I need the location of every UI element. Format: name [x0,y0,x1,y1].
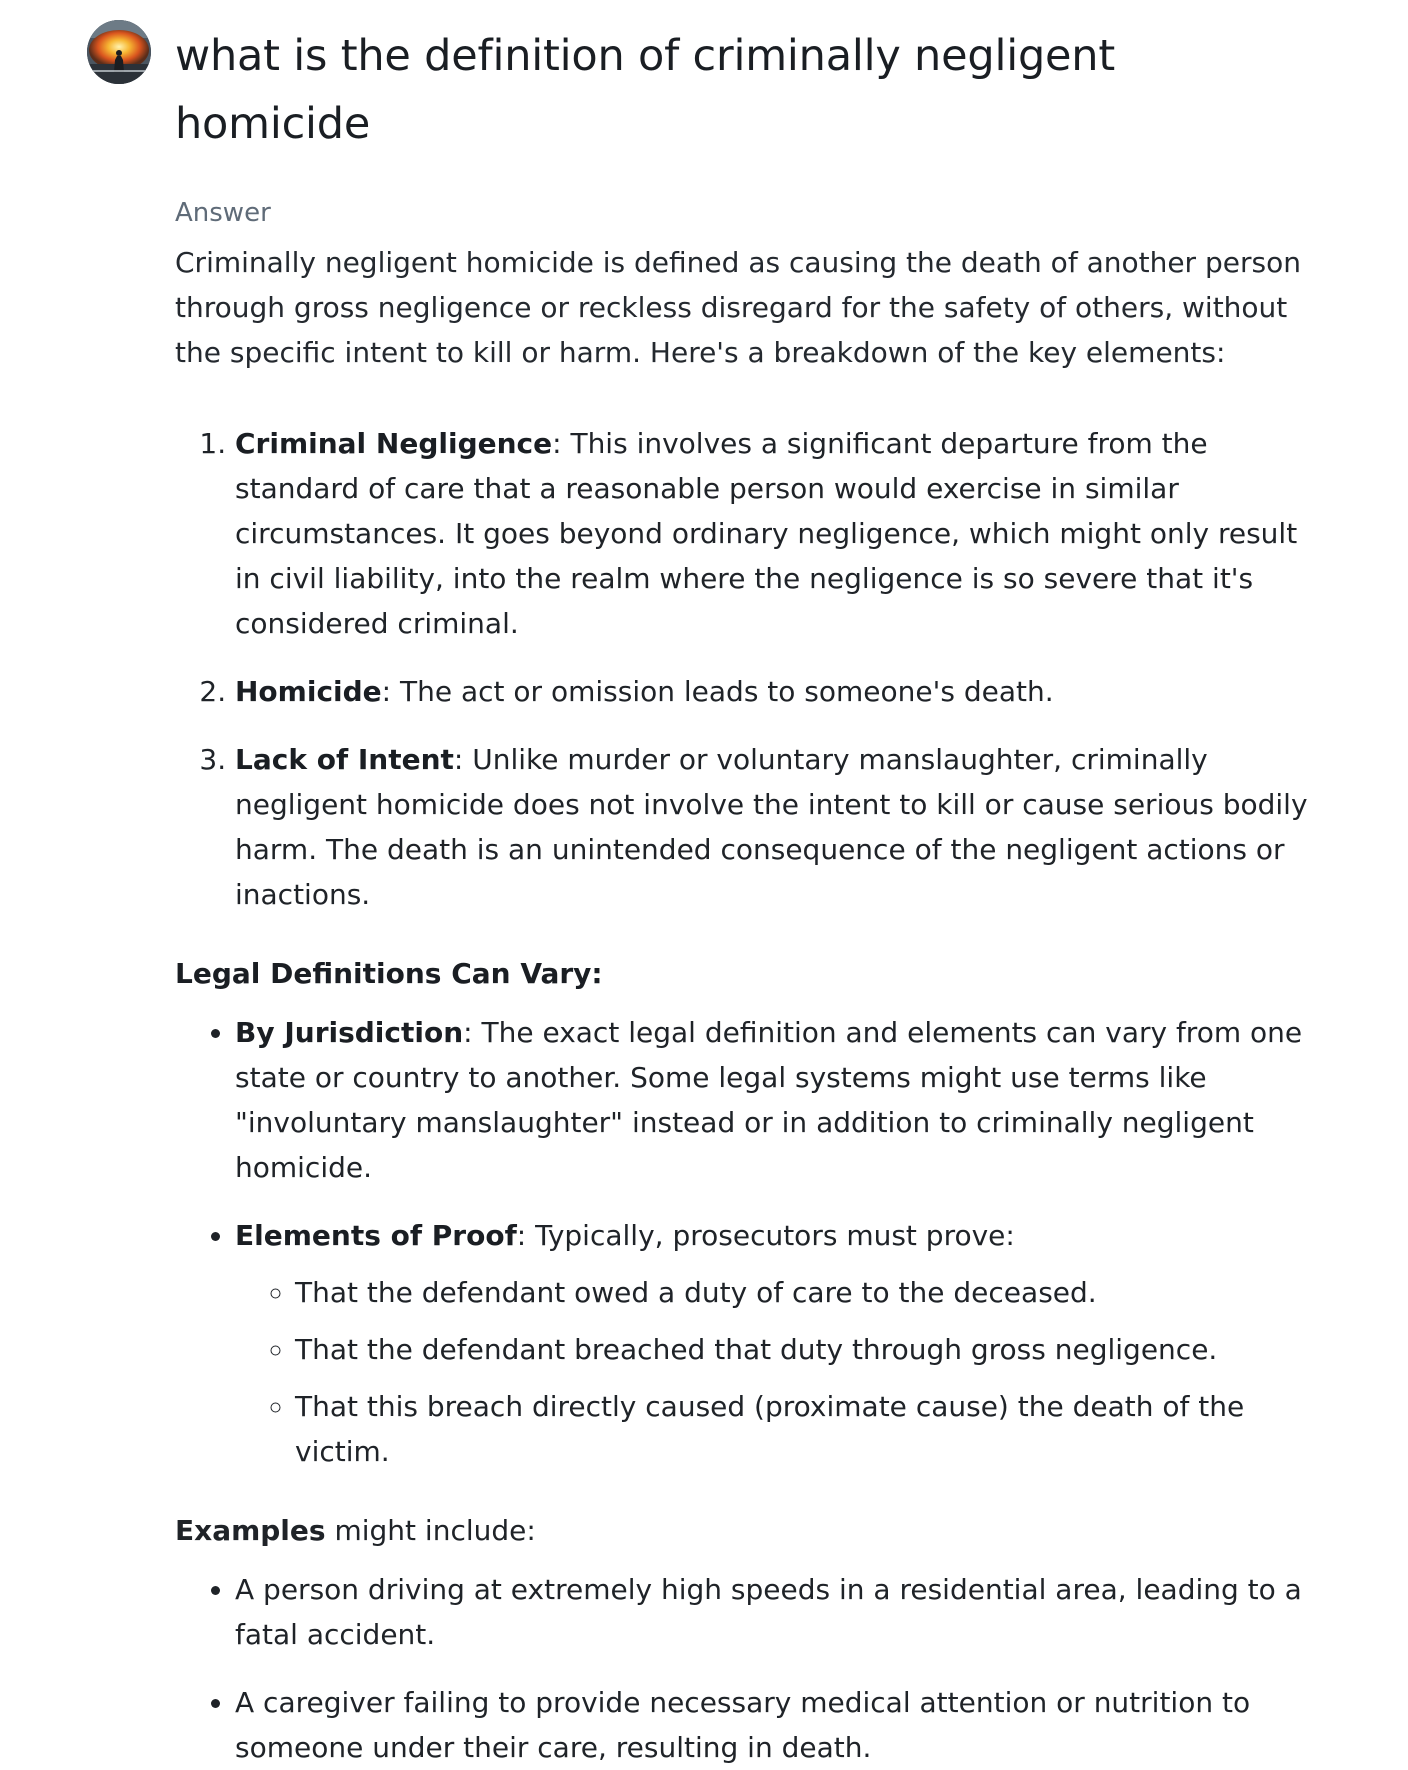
avatar[interactable] [87,20,151,84]
list-item: ◦ That this breach directly caused (proximate cause) the death of the victim. [295,1384,1310,1474]
question-title: what is the definition of criminally negligent homicide [175,31,1116,149]
legal-text: : Typically, prosecutors must prove: [516,1219,1015,1252]
list-item: • A caregiver failing to provide necessary medical attention or nutrition to someone under their care, resulting in death. [235,1680,1310,1770]
legal-term: Elements of Proof [235,1219,517,1252]
answer-intro: Criminally negligent homicide is defined as causing the death of another person through gross negligence or reckless disregard for the safety of others, without the specific intent to kill or harm. Here's a breakdown of the key elements: [175,246,1301,369]
list-item: ◦ That the defendant owed a duty of care to the deceased. [295,1270,1310,1315]
conversation-content [175,22,1310,1770]
examples-rest: might include: [325,1514,536,1547]
list-item [235,1213,1310,1474]
list-item: ◦ That the defendant breached that duty through gross negligence. [295,1327,1310,1372]
avatar-image [87,20,151,84]
legal-term: By Jurisdiction [235,1016,464,1049]
element-text: : This involves a significant departure from the standard of care that a reasonable person would exercise in similar circumstances. It goes beyond ordinary negligence, which might only result in civil liability, into the realm where the negligence is so severe that it's considered criminal. [235,427,1298,640]
element-term: Lack of Intent [235,743,454,776]
answer-label: Answer [175,198,271,228]
element-text: : The act or omission leads to someone's death. [381,675,1054,708]
list-item [235,1010,1310,1190]
element-term: Homicide [235,675,382,708]
list-item [235,669,1310,714]
list-item: • A person driving at extremely high speeds in a residential area, leading to a fatal accident. [235,1567,1310,1657]
examples-list [175,1567,1310,1770]
legal-text: : The exact legal definition and elements can vary from one state or country to another. Some legal systems might use terms like "involuntary manslaughter" instead or in addition to criminally negligent homicide. [235,1016,1303,1184]
examples-term: Examples [175,1514,326,1547]
proof-elements-list [235,1270,1310,1474]
legal-definitions-list [175,1010,1310,1474]
key-elements-list [175,421,1310,917]
legal-definitions-heading: Legal Definitions Can Vary: [175,957,603,990]
list-item [235,737,1310,917]
examples-intro [175,1508,1310,1553]
element-term: Criminal Negligence [235,427,553,460]
element-text: : Unlike murder or voluntary manslaughter, criminally negligent homicide does not involve the intent to kill or cause serious bodily harm. The death is an unintended consequence of the negligent actions or inactions. [235,743,1308,911]
list-item [235,421,1310,646]
